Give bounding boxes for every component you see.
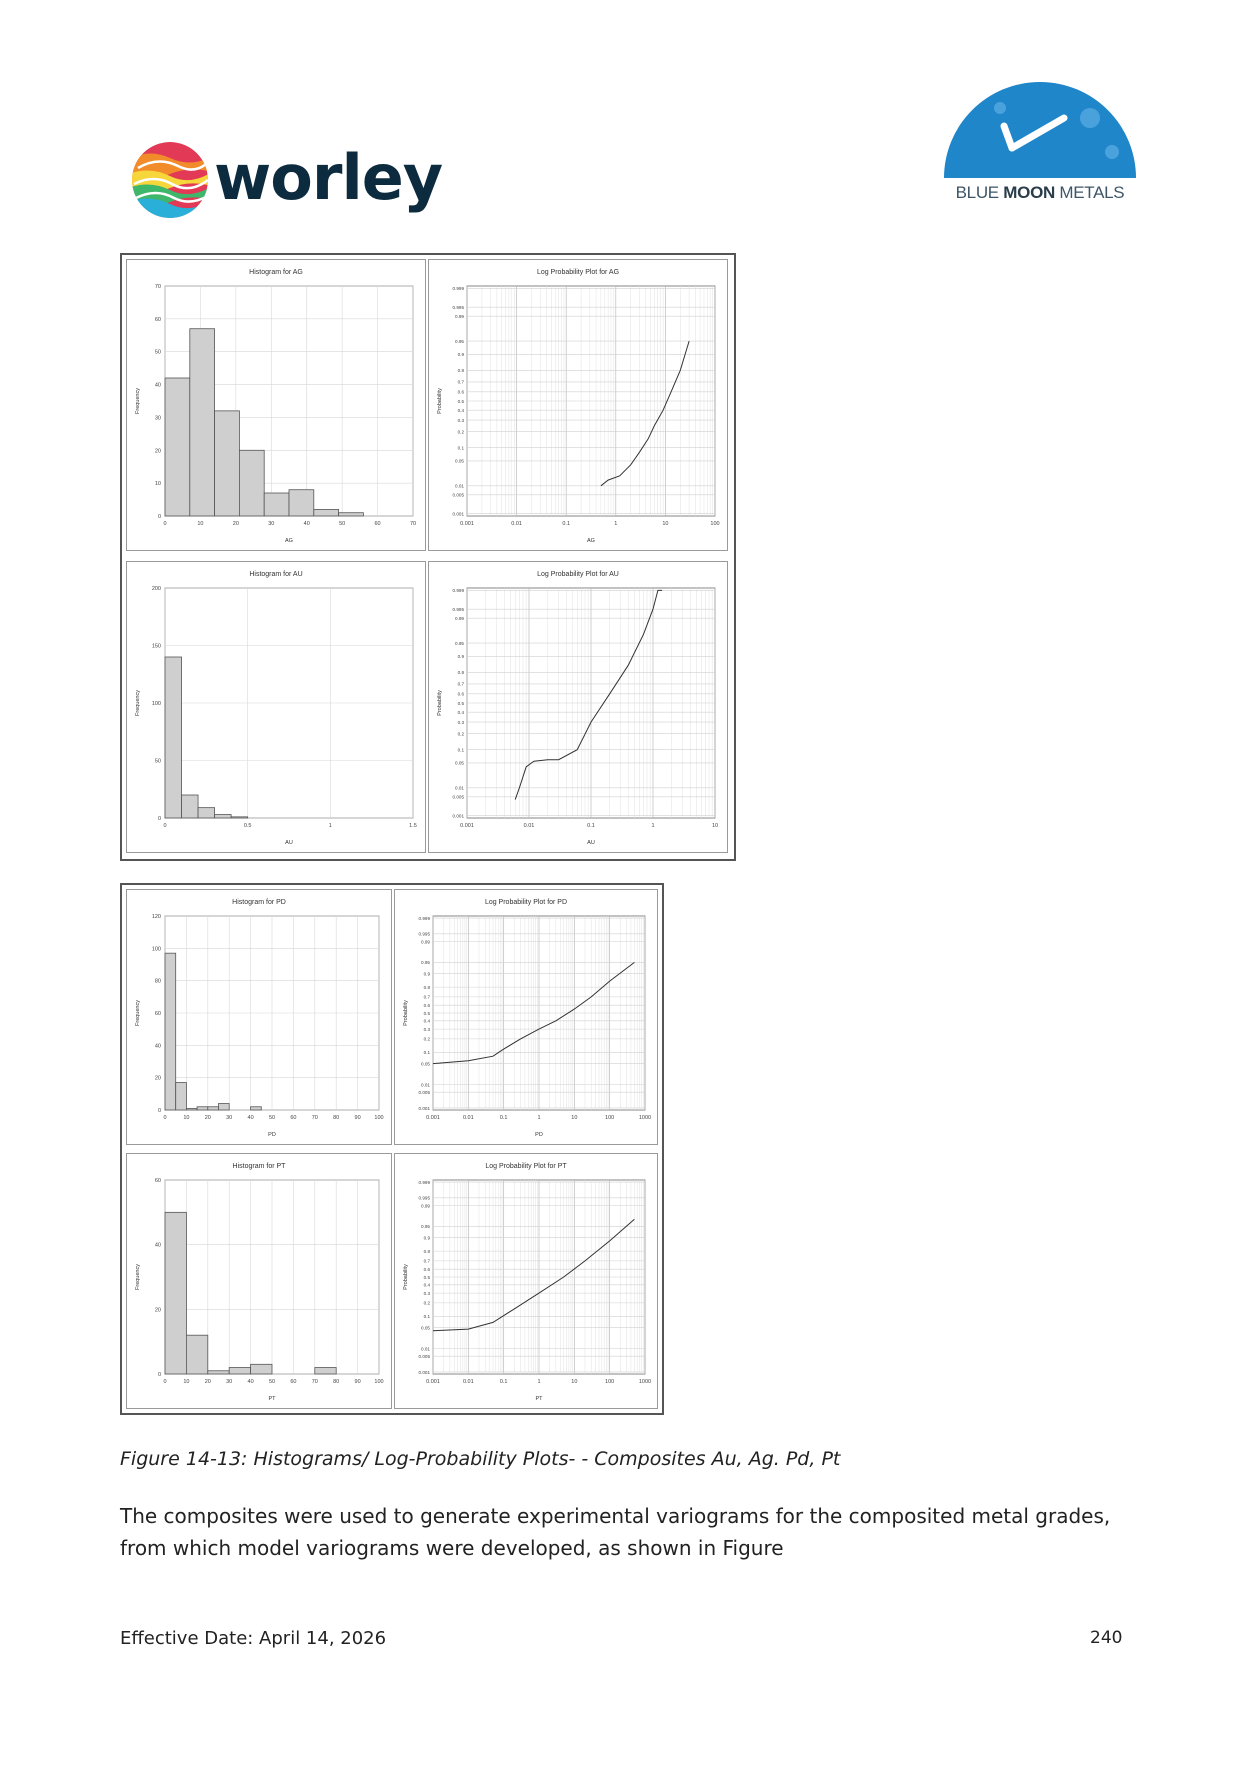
histogram-bar bbox=[190, 329, 215, 516]
histogram-bar bbox=[208, 1107, 219, 1110]
x-tick-label: 1 bbox=[537, 1379, 541, 1385]
x-axis-label: AU bbox=[285, 840, 293, 846]
y-tick-label: 0.7 bbox=[423, 994, 430, 1000]
y-tick-label: 0.6 bbox=[457, 389, 464, 395]
y-tick-label: 0.3 bbox=[457, 417, 464, 423]
x-tick-label: 20 bbox=[232, 521, 239, 527]
histogram-bar bbox=[289, 490, 314, 516]
y-tick-label: 0.9 bbox=[423, 971, 430, 977]
chart-title: Log Probability Plot for PT bbox=[485, 1163, 567, 1170]
y-tick-label: 10 bbox=[154, 481, 161, 488]
y-tick-label: 0.9 bbox=[423, 1235, 430, 1241]
y-tick-label: 0.1 bbox=[423, 1314, 430, 1320]
histogram-bar bbox=[165, 378, 190, 516]
y-tick-label: 50 bbox=[154, 349, 161, 356]
body-paragraph: The composites were used to generate experimental variograms for the composited metal grades, from which model variograms were developed, as shown in Figure bbox=[120, 1504, 1111, 1560]
y-axis-label: Probability bbox=[437, 690, 443, 716]
histogram-bar bbox=[208, 1371, 229, 1374]
histogram-bar bbox=[251, 1364, 272, 1374]
x-tick-label: 30 bbox=[268, 521, 275, 527]
x-tick-label: 0.1 bbox=[499, 1115, 508, 1121]
y-tick-label: 0.4 bbox=[423, 1018, 430, 1024]
histogram-bar bbox=[239, 450, 264, 516]
y-tick-label: 0.5 bbox=[423, 1274, 430, 1280]
y-tick-label: 0.01 bbox=[421, 1346, 430, 1352]
y-tick-label: 40 bbox=[154, 1043, 161, 1050]
x-tick-label: 1 bbox=[328, 823, 332, 829]
figure-caption: Figure 14-13: Histograms/ Log-Probability Plots- - Composites Au, Ag. Pd, Pt bbox=[120, 1448, 841, 1470]
y-tick-label: 0.9 bbox=[457, 654, 464, 660]
histogram-bar bbox=[339, 513, 364, 516]
histogram-bar bbox=[165, 1212, 186, 1374]
y-tick-label: 0 bbox=[157, 1372, 161, 1378]
x-axis-label: AG bbox=[587, 538, 595, 544]
x-tick-label: 0.1 bbox=[499, 1379, 508, 1385]
y-tick-label: 150 bbox=[151, 643, 161, 650]
histogram-bar bbox=[251, 1107, 262, 1110]
x-axis-label: PD bbox=[268, 1132, 276, 1138]
x-tick-label: 1000 bbox=[638, 1379, 652, 1385]
x-tick-label: 80 bbox=[333, 1379, 340, 1385]
x-tick-label: 100 bbox=[374, 1379, 384, 1385]
y-tick-label: 0.3 bbox=[423, 1290, 430, 1296]
y-tick-label: 0.995 bbox=[418, 1195, 430, 1201]
y-tick-label: 60 bbox=[154, 1178, 161, 1184]
y-tick-label: 0.95 bbox=[421, 1224, 430, 1230]
y-tick-label: 0.8 bbox=[457, 670, 464, 676]
y-tick-label: 50 bbox=[154, 758, 161, 765]
y-tick-label: 40 bbox=[154, 382, 161, 389]
chart-svg bbox=[395, 1154, 657, 1408]
x-tick-label: 0.01 bbox=[462, 1115, 474, 1121]
x-tick-label: 100 bbox=[605, 1379, 615, 1385]
y-tick-label: 60 bbox=[154, 1011, 161, 1017]
figure-group-pd-pt bbox=[120, 883, 664, 1415]
histogram-bar bbox=[229, 1368, 250, 1374]
y-tick-label: 0.5 bbox=[457, 700, 464, 706]
y-tick-label: 0.6 bbox=[423, 1003, 430, 1009]
y-tick-label: 30 bbox=[154, 415, 161, 422]
x-axis-label: PT bbox=[535, 1396, 543, 1402]
chart-svg bbox=[127, 890, 391, 1144]
y-tick-label: 0.05 bbox=[421, 1325, 430, 1331]
histogram-bar bbox=[165, 657, 182, 818]
logprob-pt-panel bbox=[394, 1153, 658, 1409]
y-tick-label: 0.001 bbox=[452, 511, 464, 517]
x-tick-label: 0.01 bbox=[523, 823, 535, 829]
x-tick-label: 70 bbox=[409, 521, 417, 527]
logprob-au-panel bbox=[428, 561, 728, 853]
y-tick-label: 0.05 bbox=[455, 760, 464, 766]
worley-wordmark: worley bbox=[214, 141, 443, 214]
y-tick-label: 0.5 bbox=[457, 398, 464, 404]
histogram-bar bbox=[215, 411, 240, 516]
y-tick-label: 0.7 bbox=[457, 379, 464, 385]
x-tick-label: 1 bbox=[614, 521, 618, 527]
y-tick-label: 0.05 bbox=[421, 1061, 430, 1067]
x-tick-label: 0 bbox=[163, 1115, 167, 1121]
x-tick-label: 70 bbox=[311, 1115, 318, 1121]
y-tick-label: 0.2 bbox=[423, 1300, 430, 1306]
histogram-bar bbox=[315, 1368, 336, 1374]
y-tick-label: 0.999 bbox=[452, 588, 464, 594]
histogram-bar bbox=[219, 1104, 230, 1110]
x-tick-label: 40 bbox=[303, 521, 310, 527]
x-tick-label: 0 bbox=[163, 521, 167, 527]
y-tick-label: 0.99 bbox=[455, 616, 464, 622]
x-tick-label: 10 bbox=[571, 1379, 578, 1385]
histogram-bar bbox=[314, 509, 339, 516]
footer-effective-date: Effective Date: April 14, 2026 bbox=[120, 1628, 387, 1649]
x-axis-label: PD bbox=[535, 1132, 543, 1138]
y-tick-label: 200 bbox=[151, 586, 161, 592]
x-tick-label: 60 bbox=[290, 1115, 297, 1121]
blue-moon-metals-logo bbox=[940, 78, 1140, 213]
y-tick-label: 0.3 bbox=[457, 719, 464, 725]
x-tick-label: 50 bbox=[268, 1115, 276, 1121]
footer-page-number: 240 bbox=[1090, 1628, 1123, 1648]
y-tick-label: 0.01 bbox=[421, 1082, 430, 1088]
y-tick-label: 100 bbox=[151, 946, 161, 953]
chart-svg bbox=[127, 260, 425, 550]
y-tick-label: 0.005 bbox=[452, 492, 464, 498]
chart-svg bbox=[429, 562, 727, 852]
y-tick-label: 0.001 bbox=[418, 1369, 430, 1375]
x-tick-label: 100 bbox=[710, 521, 720, 527]
x-tick-label: 30 bbox=[226, 1379, 233, 1385]
y-tick-label: 0.995 bbox=[452, 304, 464, 310]
y-tick-label: 0.1 bbox=[423, 1050, 430, 1056]
x-tick-label: 0.001 bbox=[460, 521, 474, 527]
histogram-bar bbox=[197, 1107, 208, 1110]
y-tick-label: 70 bbox=[154, 284, 161, 290]
y-tick-label: 0.2 bbox=[423, 1036, 430, 1042]
x-tick-label: 0 bbox=[163, 823, 167, 829]
y-tick-label: 0.001 bbox=[452, 813, 464, 819]
chart-svg bbox=[429, 260, 727, 550]
y-tick-label: 20 bbox=[154, 1075, 161, 1082]
x-tick-label: 30 bbox=[226, 1115, 233, 1121]
y-tick-label: 0.01 bbox=[455, 785, 464, 791]
y-tick-label: 0.6 bbox=[457, 691, 464, 697]
x-tick-label: 100 bbox=[374, 1115, 384, 1121]
y-tick-label: 0 bbox=[157, 514, 161, 520]
x-tick-label: 10 bbox=[571, 1115, 578, 1121]
x-tick-label: 40 bbox=[247, 1379, 254, 1385]
y-tick-label: 0.005 bbox=[418, 1089, 430, 1095]
y-tick-label: 0.99 bbox=[455, 314, 464, 320]
x-axis-label: PT bbox=[268, 1396, 276, 1402]
y-axis-label: Frequency bbox=[135, 1264, 141, 1290]
y-tick-label: 0.95 bbox=[455, 640, 464, 646]
y-tick-label: 0.4 bbox=[423, 1282, 430, 1288]
y-tick-label: 0.01 bbox=[455, 483, 464, 489]
x-tick-label: 10 bbox=[183, 1115, 190, 1121]
y-tick-label: 0.4 bbox=[457, 710, 464, 716]
chart-title: Log Probability Plot for PD bbox=[484, 899, 568, 906]
worley-swirl-icon bbox=[128, 138, 212, 222]
y-tick-label: 20 bbox=[154, 448, 161, 455]
x-tick-label: 50 bbox=[268, 1379, 276, 1385]
y-tick-label: 20 bbox=[154, 1307, 161, 1314]
y-tick-label: 0.4 bbox=[457, 408, 464, 414]
figure-group-ag-au bbox=[120, 253, 736, 861]
x-tick-label: 20 bbox=[204, 1379, 211, 1385]
x-tick-label: 10 bbox=[662, 521, 669, 527]
x-tick-label: 60 bbox=[374, 521, 381, 527]
chart-title: Histogram for PD bbox=[232, 899, 286, 906]
histogram-au-panel bbox=[126, 561, 426, 853]
y-tick-label: 0.1 bbox=[457, 445, 464, 451]
y-tick-label: 0.7 bbox=[457, 681, 464, 687]
y-tick-label: 0.95 bbox=[421, 960, 430, 966]
x-tick-label: 0.5 bbox=[243, 823, 252, 829]
x-tick-label: 90 bbox=[354, 1115, 361, 1121]
logprob-ag-panel bbox=[428, 259, 728, 551]
histogram-bar bbox=[165, 953, 176, 1110]
y-tick-label: 120 bbox=[151, 914, 161, 920]
x-tick-label: 0.01 bbox=[511, 521, 522, 527]
x-tick-label: 10 bbox=[183, 1379, 190, 1385]
y-tick-label: 0.95 bbox=[455, 338, 464, 344]
x-tick-label: 0.1 bbox=[562, 521, 571, 527]
x-tick-label: 0.001 bbox=[426, 1115, 440, 1121]
chart-svg bbox=[395, 890, 657, 1144]
x-tick-label: 0.1 bbox=[587, 823, 595, 829]
moon-icon bbox=[940, 78, 1140, 182]
x-tick-label: 1000 bbox=[638, 1115, 652, 1121]
y-tick-label: 0.5 bbox=[423, 1010, 430, 1016]
y-tick-label: 0.999 bbox=[418, 915, 430, 921]
chart-title: Log Probability Plot for AG bbox=[536, 269, 620, 276]
y-axis-label: Probability bbox=[403, 1264, 409, 1290]
x-tick-label: 20 bbox=[204, 1115, 211, 1121]
worley-logo bbox=[128, 138, 458, 223]
histogram-bar bbox=[215, 815, 232, 818]
y-tick-label: 0.1 bbox=[457, 747, 464, 753]
y-tick-label: 0.05 bbox=[455, 458, 464, 464]
histogram-ag-panel bbox=[126, 259, 426, 551]
x-axis-label: AG bbox=[285, 538, 293, 544]
y-tick-label: 0.3 bbox=[423, 1026, 430, 1032]
histogram-bar bbox=[176, 1083, 187, 1110]
x-tick-label: 70 bbox=[311, 1379, 318, 1385]
chart-title: Histogram for PT bbox=[232, 1163, 286, 1170]
y-tick-label: 0.99 bbox=[421, 1203, 430, 1209]
x-tick-label: 0.001 bbox=[426, 1379, 440, 1385]
x-tick-label: 80 bbox=[333, 1115, 340, 1121]
histogram-bar bbox=[186, 1108, 197, 1110]
y-axis-label: Frequency bbox=[135, 1000, 141, 1026]
y-tick-label: 0.2 bbox=[457, 731, 464, 737]
histogram-bar bbox=[198, 808, 215, 818]
logprob-pd-panel bbox=[394, 889, 658, 1145]
x-tick-label: 0 bbox=[163, 1379, 167, 1385]
y-tick-label: 0.005 bbox=[418, 1353, 430, 1359]
y-tick-label: 40 bbox=[154, 1242, 161, 1249]
y-tick-label: 0.6 bbox=[423, 1267, 430, 1273]
x-tick-label: 10 bbox=[711, 823, 719, 829]
histogram-pt-panel bbox=[126, 1153, 392, 1409]
chart-svg bbox=[127, 1154, 391, 1408]
histogram-bar bbox=[264, 493, 289, 516]
chart-svg bbox=[127, 562, 425, 852]
y-tick-label: 0.999 bbox=[452, 286, 464, 292]
x-tick-label: 90 bbox=[354, 1379, 361, 1385]
y-tick-label: 0.8 bbox=[423, 1248, 430, 1254]
histogram-bar bbox=[186, 1335, 207, 1374]
y-tick-label: 0.995 bbox=[418, 931, 430, 937]
y-tick-label: 0.999 bbox=[418, 1179, 430, 1185]
y-tick-label: 100 bbox=[151, 701, 161, 707]
x-tick-label: 1.5 bbox=[409, 823, 417, 829]
y-tick-label: 0.99 bbox=[421, 939, 430, 945]
y-axis-label: Probability bbox=[403, 1000, 409, 1026]
y-tick-label: 80 bbox=[154, 978, 161, 985]
y-axis-label: Probability bbox=[437, 388, 443, 414]
x-tick-label: 40 bbox=[247, 1115, 254, 1121]
y-tick-label: 0.9 bbox=[457, 352, 464, 358]
x-tick-label: 1 bbox=[537, 1115, 541, 1121]
y-tick-label: 0.005 bbox=[452, 794, 464, 800]
y-tick-label: 0.8 bbox=[423, 984, 430, 990]
histogram-pd-panel bbox=[126, 889, 392, 1145]
y-tick-label: 0.8 bbox=[457, 368, 464, 374]
chart-title: Log Probability Plot for AU bbox=[537, 571, 619, 578]
y-tick-label: 0 bbox=[157, 816, 161, 822]
x-tick-label: 10 bbox=[197, 521, 204, 527]
blue-moon-metals-wordmark: BLUE MOON METALS bbox=[955, 183, 1125, 202]
chart-title: Histogram for AG bbox=[249, 269, 303, 276]
x-tick-label: 0.01 bbox=[462, 1379, 474, 1385]
x-tick-label: 60 bbox=[290, 1379, 297, 1385]
y-tick-label: 0 bbox=[157, 1108, 161, 1114]
x-axis-label: AU bbox=[587, 840, 595, 846]
x-tick-label: 1 bbox=[651, 823, 655, 829]
y-tick-label: 60 bbox=[154, 316, 161, 323]
y-axis-label: Frequency bbox=[135, 388, 141, 414]
x-tick-label: 100 bbox=[605, 1115, 615, 1121]
x-tick-label: 0.001 bbox=[460, 823, 474, 829]
y-tick-label: 0.2 bbox=[457, 429, 464, 435]
y-axis-label: Frequency bbox=[135, 690, 141, 716]
histogram-bar bbox=[231, 817, 248, 818]
y-tick-label: 0.7 bbox=[423, 1258, 430, 1264]
y-tick-label: 0.001 bbox=[418, 1105, 430, 1111]
chart-title: Histogram for AU bbox=[249, 571, 303, 578]
x-tick-label: 50 bbox=[339, 521, 346, 527]
histogram-bar bbox=[182, 795, 199, 818]
y-tick-label: 0.995 bbox=[452, 606, 464, 612]
